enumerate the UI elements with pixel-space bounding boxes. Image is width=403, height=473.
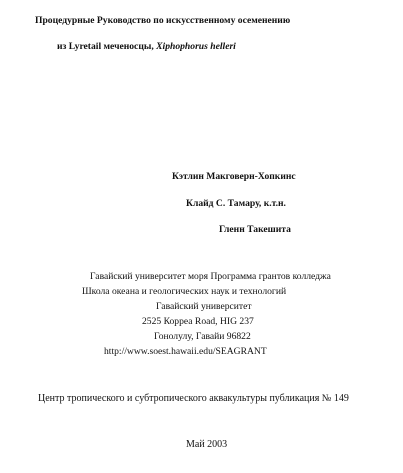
title-line-2 xyxy=(57,41,236,53)
title-line-1: Процедурные Руководство по искусственному осеменению xyxy=(35,15,291,26)
author-1: Кэтлин Макговерн-Хопкинс xyxy=(172,171,296,182)
affiliation-line-2: Школа океана и геологических наук и технологий xyxy=(82,286,287,297)
author-2: Клайд С. Тамару, к.т.н. xyxy=(186,198,286,209)
publication-line: Центр тропического и субтропического аквакультуры публикация № 149 xyxy=(38,393,349,404)
title-species: Xiphophorus helleri xyxy=(156,41,236,52)
title-prefix: из Lyretail меченосцы, xyxy=(57,41,157,52)
affiliation-line-5: Гонолулу, Гавайи 96822 xyxy=(154,331,251,342)
author-3: Гленн Такешита xyxy=(219,224,291,235)
affiliation-url[interactable]: http://www.soest.hawaii.edu/SEAGRANT xyxy=(104,346,267,357)
date: Май 2003 xyxy=(186,439,228,450)
affiliation-line-1: Гавайский университет моря Программа грантов колледжа xyxy=(90,271,331,282)
affiliation-line-3: Гавайский университет xyxy=(156,301,252,312)
affiliation-line-4: 2525 Корреа Road, HIG 237 xyxy=(142,316,254,327)
